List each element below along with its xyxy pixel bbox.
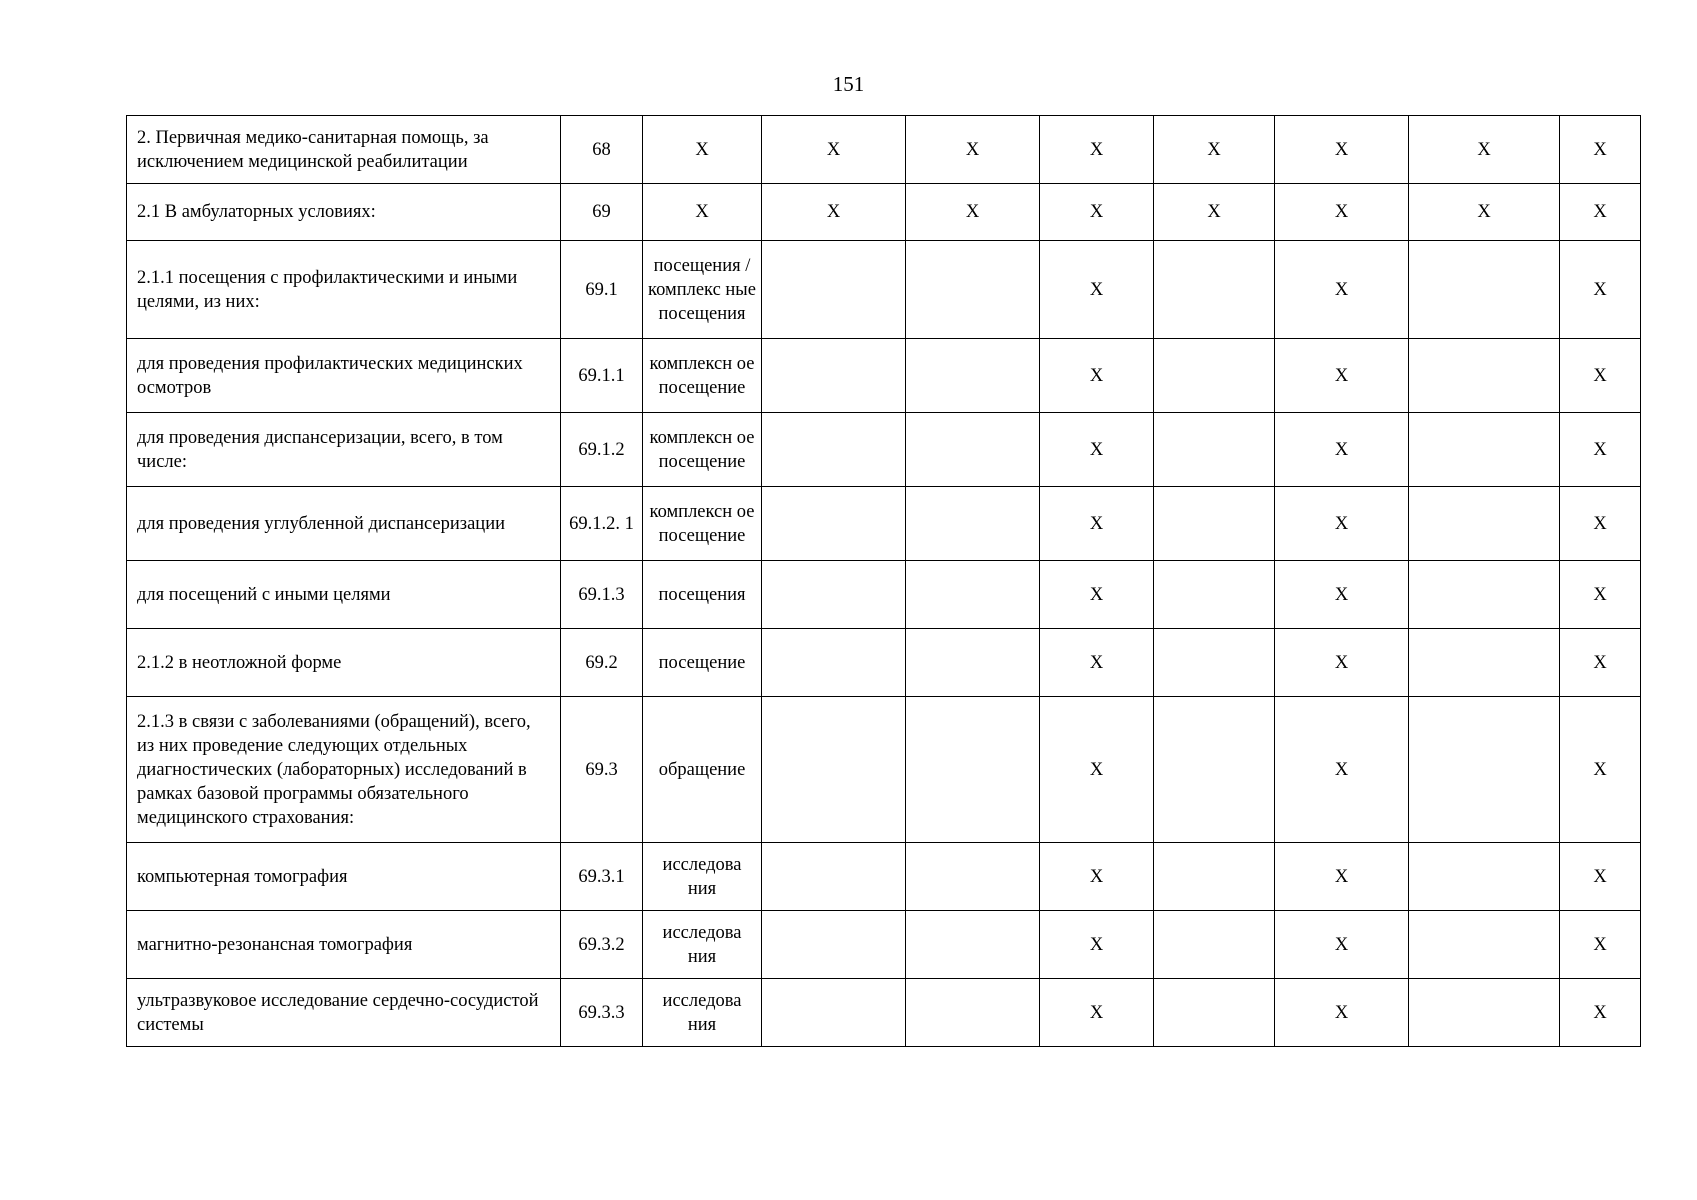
value-cell-8: X [1275, 697, 1409, 843]
value-cell-7: X [1154, 184, 1275, 241]
value-cell-10: X [1560, 487, 1641, 561]
table-body [127, 116, 1641, 1047]
value-cell-8: X [1275, 241, 1409, 339]
value-cell-9 [1409, 413, 1560, 487]
value-cell-7 [1154, 629, 1275, 697]
row-code-cell: 69.1 [561, 241, 643, 339]
row-code-cell: 69.1.3 [561, 561, 643, 629]
row-name-cell: компьютерная томография [127, 843, 561, 911]
value-cell-10: X [1560, 979, 1641, 1047]
row-code-cell: 69 [561, 184, 643, 241]
value-cell-6: X [1040, 911, 1154, 979]
value-cell-5: X [906, 184, 1040, 241]
value-cell-5 [906, 979, 1040, 1047]
value-cell-10: X [1560, 911, 1641, 979]
unit-cell: X [643, 184, 762, 241]
row-name-cell: для проведения диспансеризации, всего, в том числе: [127, 413, 561, 487]
page-number: 151 [832, 72, 865, 96]
value-cell-10: X [1560, 843, 1641, 911]
value-cell-7 [1154, 843, 1275, 911]
row-name-cell: магнитно-резонансная томография [127, 911, 561, 979]
row-name-cell: для посещений с иными целями [127, 561, 561, 629]
value-cell-5 [906, 911, 1040, 979]
table-row [127, 241, 1641, 339]
value-cell-4 [762, 979, 906, 1047]
row-code-cell: 69.1.1 [561, 339, 643, 413]
unit-cell: посещения /комплекс ные посещения [643, 241, 762, 339]
value-cell-9 [1409, 339, 1560, 413]
value-cell-7 [1154, 339, 1275, 413]
row-name-cell: для проведения профилактических медицинских осмотров [127, 339, 561, 413]
row-name-cell: 2.1.2 в неотложной форме [127, 629, 561, 697]
value-cell-4 [762, 561, 906, 629]
row-name-cell: 2.1.3 в связи с заболеваниями (обращений), всего, из них проведение следующих отдельных диагностических (лабораторных) исследований в рамках базовой программы обязательного медицинского страхования: [127, 697, 561, 843]
value-cell-10: X [1560, 184, 1641, 241]
value-cell-8: X [1275, 979, 1409, 1047]
value-cell-4 [762, 339, 906, 413]
value-cell-7 [1154, 911, 1275, 979]
value-cell-10: X [1560, 697, 1641, 843]
value-cell-10: X [1560, 413, 1641, 487]
value-cell-8: X [1275, 629, 1409, 697]
value-cell-5 [906, 629, 1040, 697]
data-table [126, 115, 1641, 1047]
value-cell-6: X [1040, 561, 1154, 629]
value-cell-8: X [1275, 487, 1409, 561]
value-cell-6: X [1040, 487, 1154, 561]
value-cell-5 [906, 487, 1040, 561]
unit-cell: исследова ния [643, 979, 762, 1047]
table-row [127, 487, 1641, 561]
value-cell-6: X [1040, 979, 1154, 1047]
value-cell-6: X [1040, 184, 1154, 241]
row-code-cell: 69.3.1 [561, 843, 643, 911]
row-code-cell: 69.3 [561, 697, 643, 843]
value-cell-7 [1154, 561, 1275, 629]
value-cell-6: X [1040, 629, 1154, 697]
value-cell-9: X [1409, 184, 1560, 241]
unit-cell: комплексн ое посещение [643, 487, 762, 561]
table-row [127, 561, 1641, 629]
value-cell-7 [1154, 241, 1275, 339]
value-cell-7 [1154, 487, 1275, 561]
value-cell-6: X [1040, 843, 1154, 911]
value-cell-4: X [762, 184, 906, 241]
value-cell-6: X [1040, 241, 1154, 339]
value-cell-5: X [906, 116, 1040, 184]
table-row [127, 697, 1641, 843]
value-cell-4 [762, 697, 906, 843]
value-cell-7 [1154, 979, 1275, 1047]
row-name-cell: 2.1 В амбулаторных условиях: [127, 184, 561, 241]
table-row [127, 629, 1641, 697]
value-cell-6: X [1040, 116, 1154, 184]
value-cell-5 [906, 241, 1040, 339]
value-cell-8: X [1275, 911, 1409, 979]
value-cell-9 [1409, 979, 1560, 1047]
value-cell-8: X [1275, 413, 1409, 487]
table-row [127, 339, 1641, 413]
table-row [127, 116, 1641, 184]
value-cell-5 [906, 561, 1040, 629]
value-cell-10: X [1560, 241, 1641, 339]
unit-cell: исследова ния [643, 911, 762, 979]
unit-cell: комплексн ое посещение [643, 339, 762, 413]
table-row [127, 184, 1641, 241]
value-cell-9 [1409, 487, 1560, 561]
value-cell-8: X [1275, 339, 1409, 413]
value-cell-4 [762, 413, 906, 487]
row-name-cell: 2.1.1 посещения с профилактическими и иными целями, из них: [127, 241, 561, 339]
value-cell-7 [1154, 413, 1275, 487]
unit-cell: комплексн ое посещение [643, 413, 762, 487]
value-cell-9 [1409, 629, 1560, 697]
value-cell-10: X [1560, 339, 1641, 413]
value-cell-4: X [762, 116, 906, 184]
value-cell-5 [906, 413, 1040, 487]
row-code-cell: 69.2 [561, 629, 643, 697]
unit-cell: обращение [643, 697, 762, 843]
row-name-cell: ультразвуковое исследование сердечно-сосудистой системы [127, 979, 561, 1047]
value-cell-7: X [1154, 116, 1275, 184]
value-cell-10: X [1560, 561, 1641, 629]
value-cell-5 [906, 339, 1040, 413]
value-cell-9 [1409, 843, 1560, 911]
table-row [127, 979, 1641, 1047]
value-cell-6: X [1040, 697, 1154, 843]
value-cell-9: X [1409, 116, 1560, 184]
row-code-cell: 69.1.2. 1 [561, 487, 643, 561]
value-cell-7 [1154, 697, 1275, 843]
value-cell-8: X [1275, 184, 1409, 241]
value-cell-4 [762, 629, 906, 697]
unit-cell: X [643, 116, 762, 184]
unit-cell: исследова ния [643, 843, 762, 911]
value-cell-9 [1409, 561, 1560, 629]
value-cell-4 [762, 843, 906, 911]
value-cell-10: X [1560, 629, 1641, 697]
row-name-cell: для проведения углубленной диспансеризации [127, 487, 561, 561]
value-cell-9 [1409, 911, 1560, 979]
row-name-cell: 2. Первичная медико-санитарная помощь, за исключением медицинской реабилитации [127, 116, 561, 184]
value-cell-10: X [1560, 116, 1641, 184]
unit-cell: посещения [643, 561, 762, 629]
value-cell-6: X [1040, 339, 1154, 413]
row-code-cell: 68 [561, 116, 643, 184]
value-cell-9 [1409, 241, 1560, 339]
row-code-cell: 69.1.2 [561, 413, 643, 487]
value-cell-4 [762, 487, 906, 561]
table-row [127, 413, 1641, 487]
table-row [127, 843, 1641, 911]
row-code-cell: 69.3.2 [561, 911, 643, 979]
row-code-cell: 69.3.3 [561, 979, 643, 1047]
value-cell-9 [1409, 697, 1560, 843]
value-cell-8: X [1275, 843, 1409, 911]
value-cell-4 [762, 911, 906, 979]
value-cell-5 [906, 697, 1040, 843]
table-row [127, 911, 1641, 979]
value-cell-4 [762, 241, 906, 339]
value-cell-8: X [1275, 116, 1409, 184]
unit-cell: посещение [643, 629, 762, 697]
value-cell-6: X [1040, 413, 1154, 487]
value-cell-5 [906, 843, 1040, 911]
value-cell-8: X [1275, 561, 1409, 629]
